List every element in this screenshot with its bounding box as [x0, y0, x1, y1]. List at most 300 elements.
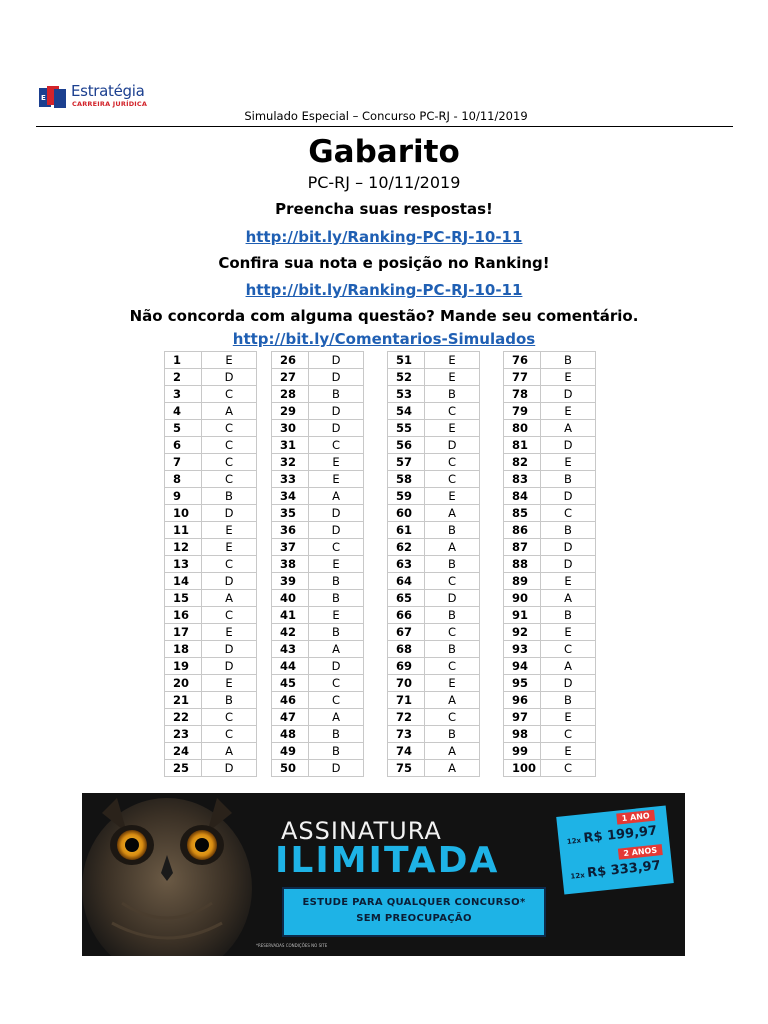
answer-letter: A: [425, 505, 480, 522]
answer-row: [272, 573, 364, 590]
question-number: 88: [504, 556, 541, 573]
answer-letter: A: [202, 590, 257, 607]
question-number: 20: [165, 675, 202, 692]
answer-letter: D: [309, 522, 364, 539]
fill-answers-text: Preencha suas respostas!: [275, 200, 493, 218]
plan-installments-1: 12x: [566, 836, 582, 846]
answer-letter: C: [425, 454, 480, 471]
answer-row: [504, 658, 596, 675]
answer-row: [388, 607, 480, 624]
question-number: 93: [504, 641, 541, 658]
question-number: 61: [388, 522, 425, 539]
answer-letter: D: [309, 658, 364, 675]
question-number: 70: [388, 675, 425, 692]
question-number: 1: [165, 352, 202, 369]
answer-row: [165, 471, 257, 488]
answer-row: [272, 488, 364, 505]
answer-letter: E: [541, 403, 596, 420]
question-number: 42: [272, 624, 309, 641]
answer-letter: C: [541, 641, 596, 658]
answer-row: [504, 556, 596, 573]
question-number: 68: [388, 641, 425, 658]
answer-row: [272, 607, 364, 624]
answer-row: [272, 437, 364, 454]
answer-letter: C: [309, 539, 364, 556]
answer-letter: B: [541, 352, 596, 369]
answer-letter: B: [541, 522, 596, 539]
answer-row: [272, 590, 364, 607]
question-number: 89: [504, 573, 541, 590]
question-number: 65: [388, 590, 425, 607]
answer-letter: C: [309, 692, 364, 709]
question-number: 100: [504, 760, 541, 777]
answer-letter: E: [202, 539, 257, 556]
question-number: 7: [165, 454, 202, 471]
answer-row: [272, 641, 364, 658]
answer-letter: A: [541, 590, 596, 607]
question-number: 4: [165, 403, 202, 420]
answer-letter: A: [425, 743, 480, 760]
question-number: 55: [388, 420, 425, 437]
question-number: 53: [388, 386, 425, 403]
question-number: 35: [272, 505, 309, 522]
answer-letter: B: [309, 624, 364, 641]
answer-row: [388, 471, 480, 488]
answer-row: [272, 420, 364, 437]
question-number: 73: [388, 726, 425, 743]
answer-letter: B: [309, 590, 364, 607]
question-number: 13: [165, 556, 202, 573]
answer-letter: D: [309, 403, 364, 420]
answer-letter: B: [202, 488, 257, 505]
question-number: 25: [165, 760, 202, 777]
answer-row: [388, 386, 480, 403]
answer-row: [272, 539, 364, 556]
answer-row: [388, 590, 480, 607]
question-number: 6: [165, 437, 202, 454]
answer-letter: C: [309, 675, 364, 692]
question-number: 38: [272, 556, 309, 573]
answer-row: [504, 607, 596, 624]
answer-row: [504, 488, 596, 505]
answer-letter: C: [202, 386, 257, 403]
question-number: 90: [504, 590, 541, 607]
answer-letter: A: [425, 539, 480, 556]
answer-letter: E: [202, 624, 257, 641]
answer-row: [165, 709, 257, 726]
question-number: 21: [165, 692, 202, 709]
ranking-link[interactable]: http://bit.ly/Ranking-PC-RJ-10-11: [245, 228, 523, 246]
question-number: 83: [504, 471, 541, 488]
answer-letter: C: [425, 658, 480, 675]
question-number: 33: [272, 471, 309, 488]
logo-mark-icon: [38, 85, 68, 109]
question-number: 41: [272, 607, 309, 624]
answer-row: [272, 624, 364, 641]
page-subtitle: PC-RJ – 10/11/2019: [307, 173, 461, 192]
question-number: 3: [165, 386, 202, 403]
question-number: 23: [165, 726, 202, 743]
answer-row: [388, 573, 480, 590]
question-number: 75: [388, 760, 425, 777]
subscription-banner[interactable]: [82, 793, 685, 956]
question-number: 47: [272, 709, 309, 726]
answer-row: [504, 369, 596, 386]
answer-row: [272, 352, 364, 369]
answer-row: [504, 760, 596, 777]
banner-cta-box[interactable]: [282, 887, 546, 937]
answer-letter: D: [425, 590, 480, 607]
answer-letter: B: [425, 607, 480, 624]
answer-row: [504, 709, 596, 726]
answer-row: [165, 641, 257, 658]
price-tag: [556, 805, 674, 894]
answer-row: [504, 624, 596, 641]
header-divider: [36, 126, 733, 127]
answer-row: [504, 539, 596, 556]
answer-letter: A: [541, 420, 596, 437]
answer-letter: B: [309, 386, 364, 403]
answer-row: [165, 488, 257, 505]
question-number: 87: [504, 539, 541, 556]
question-number: 14: [165, 573, 202, 590]
answer-letter: E: [425, 420, 480, 437]
answer-row: [388, 454, 480, 471]
question-number: 67: [388, 624, 425, 641]
question-number: 18: [165, 641, 202, 658]
answer-letter: A: [425, 692, 480, 709]
ranking-link-2[interactable]: http://bit.ly/Ranking-PC-RJ-10-11: [245, 281, 523, 299]
question-number: 74: [388, 743, 425, 760]
answer-row: [504, 641, 596, 658]
question-number: 66: [388, 607, 425, 624]
question-number: 31: [272, 437, 309, 454]
question-number: 49: [272, 743, 309, 760]
question-number: 19: [165, 658, 202, 675]
question-number: 71: [388, 692, 425, 709]
banner-headline-2: ILIMITADA: [275, 840, 500, 881]
answer-letter: B: [541, 692, 596, 709]
question-number: 64: [388, 573, 425, 590]
answer-letter: B: [541, 607, 596, 624]
comments-link[interactable]: http://bit.ly/Comentarios-Simulados: [232, 330, 536, 348]
answer-letter: D: [202, 573, 257, 590]
answer-row: [388, 624, 480, 641]
answer-row: [165, 522, 257, 539]
answer-row: [388, 692, 480, 709]
question-number: 51: [388, 352, 425, 369]
answer-row: [504, 505, 596, 522]
answer-letter: A: [202, 403, 257, 420]
estrategia-logo: [38, 82, 158, 112]
question-number: 40: [272, 590, 309, 607]
answer-letter: E: [541, 369, 596, 386]
answer-letter: B: [309, 726, 364, 743]
answer-row: [504, 573, 596, 590]
answer-letter: E: [309, 607, 364, 624]
question-number: 59: [388, 488, 425, 505]
answer-row: [272, 760, 364, 777]
question-number: 56: [388, 437, 425, 454]
answer-row: [165, 403, 257, 420]
plan-badge-1-year: 1 ANO: [616, 810, 655, 825]
answer-row: [504, 454, 596, 471]
answer-row: [388, 403, 480, 420]
answer-row: [165, 420, 257, 437]
answer-letter: D: [425, 437, 480, 454]
answer-letter: A: [202, 743, 257, 760]
plan-installments-2: 12x: [570, 871, 586, 881]
answer-row: [388, 488, 480, 505]
answer-row: [272, 556, 364, 573]
answer-letter: D: [202, 760, 257, 777]
question-number: 46: [272, 692, 309, 709]
question-number: 62: [388, 539, 425, 556]
answer-letter: E: [309, 454, 364, 471]
answer-row: [388, 420, 480, 437]
answer-row: [272, 471, 364, 488]
question-number: 95: [504, 675, 541, 692]
question-number: 85: [504, 505, 541, 522]
answer-row: [388, 522, 480, 539]
answer-row: [272, 726, 364, 743]
answer-letter: A: [309, 641, 364, 658]
answer-letter: C: [541, 505, 596, 522]
question-number: 96: [504, 692, 541, 709]
answer-letter: C: [425, 624, 480, 641]
question-number: 2: [165, 369, 202, 386]
banner-headline-1: ASSINATURA: [281, 817, 442, 845]
answer-letter: D: [541, 437, 596, 454]
question-number: 91: [504, 607, 541, 624]
answer-table-3: [387, 351, 480, 777]
question-number: 86: [504, 522, 541, 539]
logo-tagline: CARREIRA JURÍDICA: [72, 100, 148, 108]
answer-letter: B: [202, 692, 257, 709]
answer-letter: E: [309, 556, 364, 573]
answer-row: [388, 505, 480, 522]
comment-prompt-text: Não concorda com alguma questão? Mande seu comentário.: [129, 307, 639, 325]
answer-letter: E: [425, 488, 480, 505]
answer-row: [165, 692, 257, 709]
answer-row: [388, 641, 480, 658]
question-number: 97: [504, 709, 541, 726]
answer-letter: E: [202, 522, 257, 539]
answer-table-1: [164, 351, 257, 777]
question-number: 10: [165, 505, 202, 522]
answer-letter: C: [202, 437, 257, 454]
answer-letter: A: [309, 488, 364, 505]
answer-row: [272, 386, 364, 403]
answer-row: [165, 743, 257, 760]
answer-letter: E: [309, 471, 364, 488]
document-header: Simulado Especial – Concurso PC-RJ - 10/11/2019: [244, 109, 528, 123]
answer-row: [165, 539, 257, 556]
question-number: 63: [388, 556, 425, 573]
answer-row: [165, 760, 257, 777]
answer-row: [388, 709, 480, 726]
plan-price-2: R$ 333,97: [586, 858, 662, 881]
answer-letter: C: [309, 437, 364, 454]
banner-cta-line-2: SEM PREOCUPAÇÃO: [356, 913, 472, 924]
answer-letter: C: [425, 573, 480, 590]
answer-letter: E: [541, 743, 596, 760]
answer-letter: E: [541, 573, 596, 590]
question-number: 36: [272, 522, 309, 539]
question-number: 79: [504, 403, 541, 420]
answer-row: [388, 437, 480, 454]
question-number: 17: [165, 624, 202, 641]
answer-letter: B: [309, 573, 364, 590]
answer-row: [272, 743, 364, 760]
question-number: 92: [504, 624, 541, 641]
answer-row: [165, 607, 257, 624]
answer-row: [504, 692, 596, 709]
check-score-text: Confira sua nota e posição no Ranking!: [218, 254, 550, 272]
answer-row: [388, 760, 480, 777]
answer-row: [388, 658, 480, 675]
question-number: 69: [388, 658, 425, 675]
question-number: 12: [165, 539, 202, 556]
question-number: 9: [165, 488, 202, 505]
answer-letter: C: [202, 607, 257, 624]
answer-letter: E: [425, 675, 480, 692]
answer-letter: D: [541, 539, 596, 556]
answer-letter: D: [541, 556, 596, 573]
answer-row: [165, 369, 257, 386]
question-number: 37: [272, 539, 309, 556]
answer-letter: D: [202, 658, 257, 675]
question-number: 28: [272, 386, 309, 403]
answer-letter: D: [309, 760, 364, 777]
answer-row: [165, 352, 257, 369]
answer-row: [165, 386, 257, 403]
answer-letter: D: [309, 420, 364, 437]
question-number: 76: [504, 352, 541, 369]
answer-row: [388, 556, 480, 573]
answer-letter: C: [425, 471, 480, 488]
plan-badge-2-years: 2 ANOS: [618, 844, 663, 860]
answer-letter: C: [202, 709, 257, 726]
answer-row: [504, 590, 596, 607]
question-number: 58: [388, 471, 425, 488]
answer-row: [504, 420, 596, 437]
answer-letter: C: [202, 726, 257, 743]
question-number: 99: [504, 743, 541, 760]
question-number: 8: [165, 471, 202, 488]
answer-letter: B: [425, 556, 480, 573]
question-number: 82: [504, 454, 541, 471]
question-number: 81: [504, 437, 541, 454]
answer-row: [272, 522, 364, 539]
page-title: Gabarito: [308, 134, 460, 170]
answer-row: [504, 386, 596, 403]
answer-row: [272, 403, 364, 420]
question-number: 60: [388, 505, 425, 522]
question-number: 57: [388, 454, 425, 471]
question-number: 16: [165, 607, 202, 624]
question-number: 48: [272, 726, 309, 743]
question-number: 84: [504, 488, 541, 505]
answer-letter: B: [309, 743, 364, 760]
answer-letter: D: [309, 352, 364, 369]
question-number: 32: [272, 454, 309, 471]
answer-letter: D: [202, 641, 257, 658]
question-number: 30: [272, 420, 309, 437]
question-number: 54: [388, 403, 425, 420]
question-number: 50: [272, 760, 309, 777]
svg-text:E: E: [41, 94, 46, 102]
answer-table-2: [271, 351, 364, 777]
question-number: 11: [165, 522, 202, 539]
question-number: 78: [504, 386, 541, 403]
answer-letter: B: [425, 726, 480, 743]
question-number: 22: [165, 709, 202, 726]
answer-row: [504, 675, 596, 692]
answer-row: [388, 352, 480, 369]
question-number: 5: [165, 420, 202, 437]
answer-row: [388, 539, 480, 556]
question-number: 98: [504, 726, 541, 743]
answer-letter: C: [202, 420, 257, 437]
answer-row: [272, 505, 364, 522]
answer-row: [388, 369, 480, 386]
answer-row: [272, 709, 364, 726]
answer-row: [504, 471, 596, 488]
answer-letter: D: [202, 505, 257, 522]
answer-row: [165, 573, 257, 590]
answer-row: [165, 658, 257, 675]
answer-row: [165, 675, 257, 692]
question-number: 15: [165, 590, 202, 607]
question-number: 72: [388, 709, 425, 726]
owl-icon: [82, 793, 262, 956]
plan-price-1: R$ 199,97: [582, 823, 658, 847]
answer-letter: D: [541, 675, 596, 692]
answer-row: [165, 726, 257, 743]
answer-letter: C: [202, 454, 257, 471]
answer-row: [504, 743, 596, 760]
answer-letter: E: [202, 675, 257, 692]
answer-letter: C: [202, 471, 257, 488]
answer-row: [165, 590, 257, 607]
answer-letter: D: [309, 505, 364, 522]
banner-footnote: *RESERVADAS CONDIÇÕES NO SITE: [256, 943, 328, 948]
question-number: 45: [272, 675, 309, 692]
answer-letter: E: [425, 352, 480, 369]
question-number: 77: [504, 369, 541, 386]
answer-row: [504, 522, 596, 539]
answer-row: [504, 403, 596, 420]
question-number: 34: [272, 488, 309, 505]
question-number: 43: [272, 641, 309, 658]
answer-row: [504, 437, 596, 454]
answer-letter: E: [541, 709, 596, 726]
question-number: 44: [272, 658, 309, 675]
answer-table-4: [503, 351, 596, 777]
answer-letter: A: [541, 658, 596, 675]
question-number: 52: [388, 369, 425, 386]
answer-row: [388, 675, 480, 692]
answer-letter: B: [541, 471, 596, 488]
answer-row: [165, 454, 257, 471]
answer-row: [388, 726, 480, 743]
answer-row: [272, 369, 364, 386]
logo-name: Estratégia: [71, 82, 145, 100]
answer-letter: D: [309, 369, 364, 386]
answer-letter: B: [425, 386, 480, 403]
answer-row: [504, 726, 596, 743]
